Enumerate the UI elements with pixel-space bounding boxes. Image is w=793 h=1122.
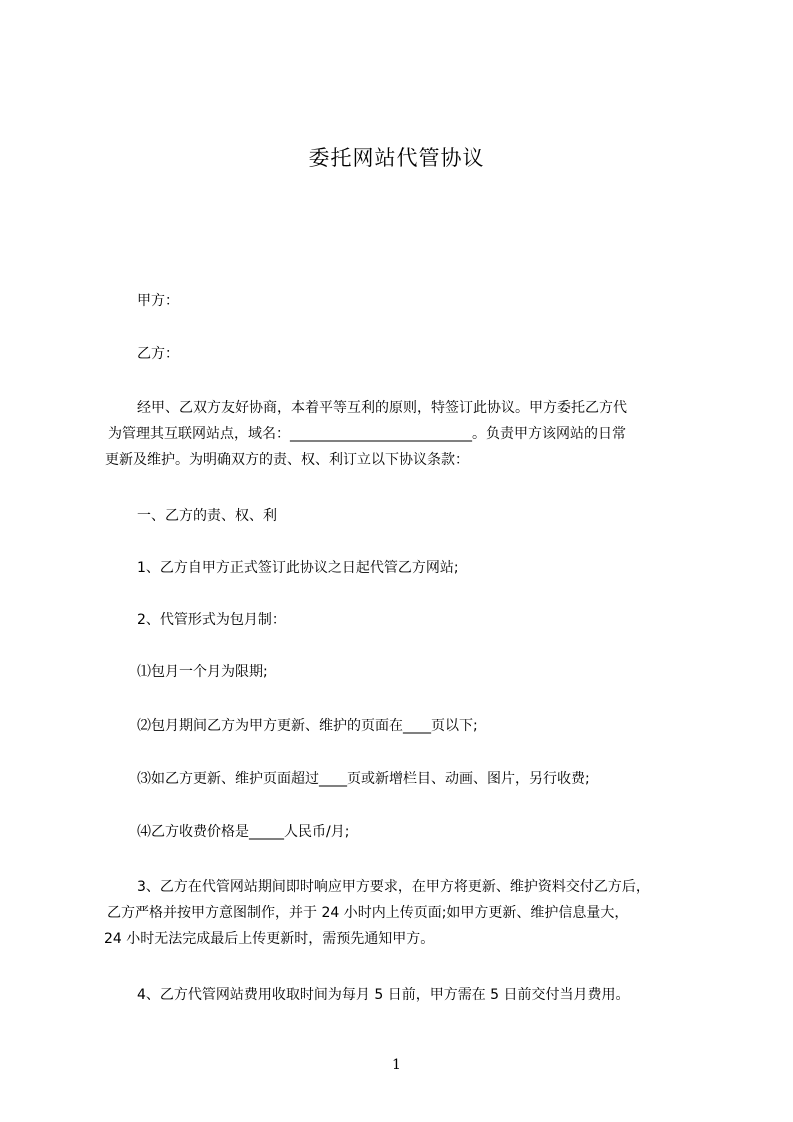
clause-2-item-2: ⑵包月期间乙方为甲方更新、维护的页面在____页以下; <box>137 718 478 734</box>
clause-3-paragraph <box>104 874 650 952</box>
page-number: 1 <box>392 1057 401 1073</box>
document-title: 委托网站代管协议 <box>308 146 485 170</box>
clause-2: 2、代管形式为包月制： <box>137 612 286 628</box>
intro-line-3: 更新及维护。为明确双方的责、权、利订立以下协议条款： <box>105 452 469 468</box>
clause-4: 4、乙方代管网站费用收取时间为每月 5 日前，甲方需在 5 日前交付当月费用。 <box>137 987 630 1003</box>
clause-2-item-1: ⑴包月一个月为限期; <box>137 664 268 680</box>
party-a-label: 甲方： <box>137 293 179 309</box>
section-1-heading: 一、乙方的责、权、利 <box>137 508 277 524</box>
clause-3-line-3: 24 小时无法完成最后上传更新时，需预先通知甲方。 <box>104 931 435 947</box>
clause-2-item-3: ⑶如乙方更新、维护页面超过____页或新增栏目、动画、图片，另行收费; <box>137 771 590 787</box>
party-b-label: 乙方： <box>137 346 179 362</box>
intro-line-1: 经甲、乙双方友好协商，本着平等互利的原则，特签订此协议。甲方委托乙方代 <box>137 400 627 416</box>
intro-paragraph <box>105 395 627 473</box>
clause-3-line-2: 乙方严格并按甲方意图制作，并于 24 小时内上传页面;如甲方更新、维护信息量大， <box>107 905 629 921</box>
clause-1: 1、乙方自甲方正式签订此协议之日起代管乙方网站; <box>137 560 459 576</box>
clause-2-item-4: ⑷乙方收费价格是_____人民币/月; <box>137 824 350 840</box>
clause-3-line-1: 3、乙方在代管网站期间即时响应甲方要求，在甲方将更新、维护资料交付乙方后， <box>137 879 650 895</box>
intro-line-2: 为管理其互联网站点，域名：__________________________。负责甲方该网站的日常 <box>108 426 626 442</box>
